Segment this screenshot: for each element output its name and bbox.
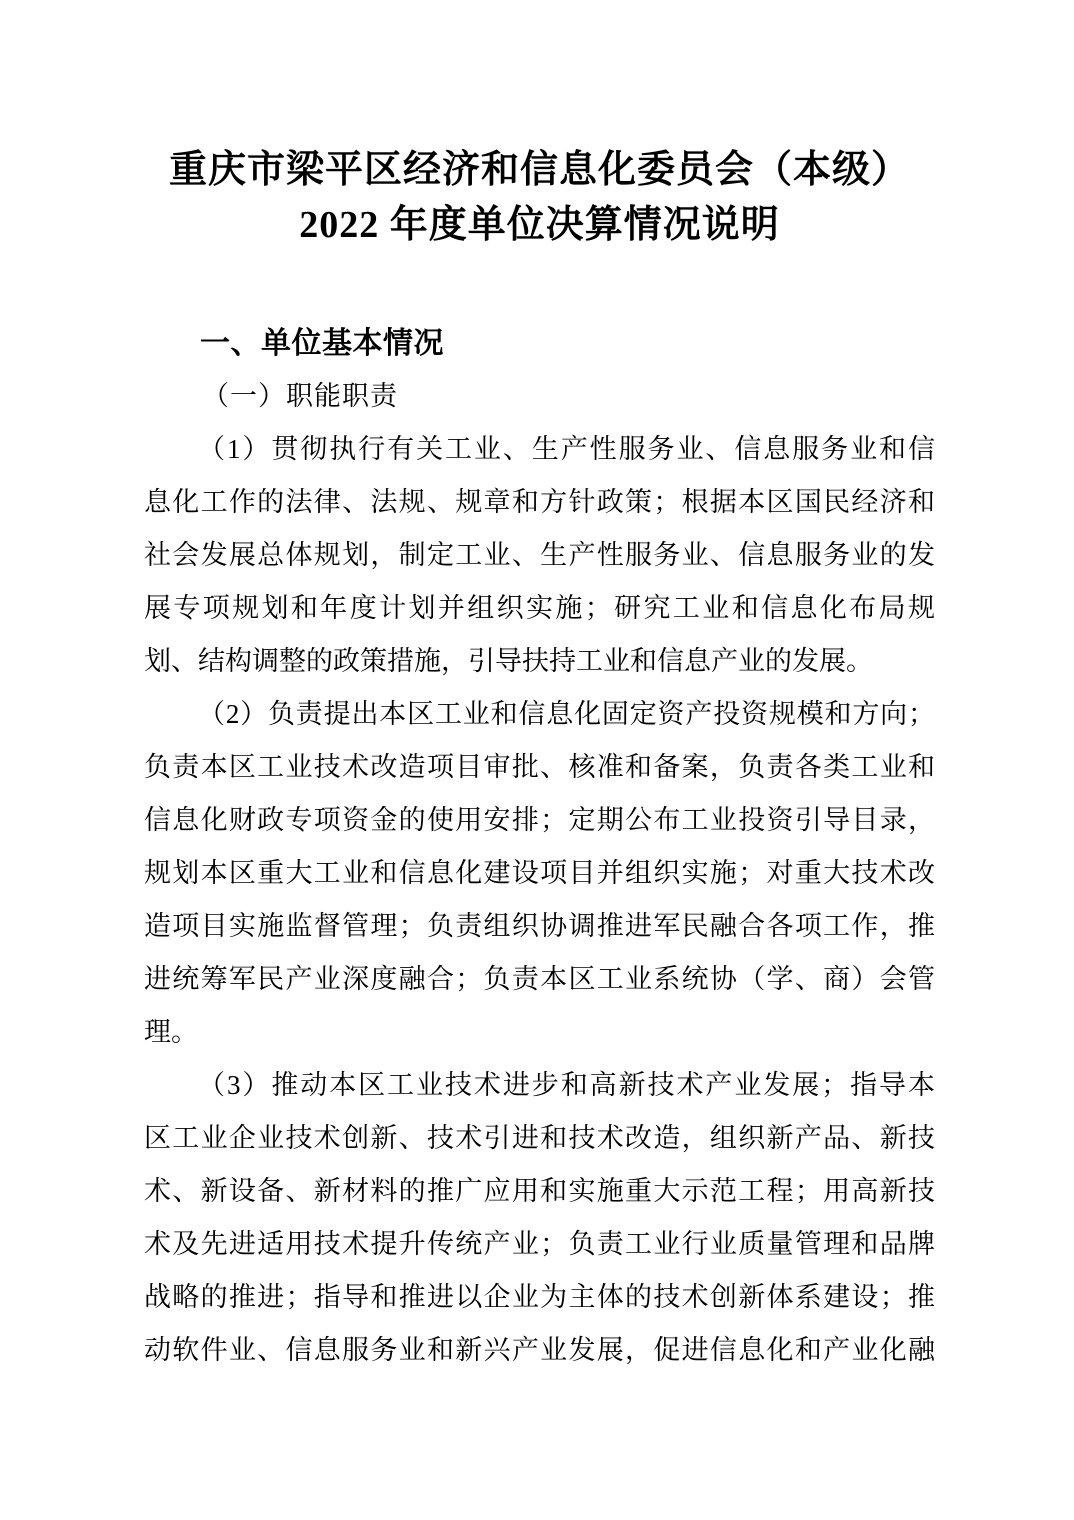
paragraphs-container [144, 423, 935, 1377]
paragraph-1-line-4: 展专项规划和年度计划并组织实施；研究工业和信息化布局规 [144, 593, 935, 623]
paragraph-3-line-4: 术及先进适用技术提升传统产业；负责工业行业质量管理和品牌 [144, 1229, 935, 1259]
paragraph-2-line-3: 信息化财政专项资金的使用安排；定期公布工业投资引导目录， [144, 805, 935, 835]
paragraph-1-line-2: 息化工作的法律、法规、规章和方针政策；根据本区国民经济和 [144, 487, 935, 517]
paragraph-3 [144, 1059, 935, 1377]
paragraph-1-line-1: （1）贯彻执行有关工业、生产性服务业、信息服务业和信 [198, 434, 935, 464]
sub-heading: （一）职能职责 [202, 381, 398, 411]
paragraph-2-line-7: 理。 [144, 1017, 198, 1047]
paragraph-1 [144, 423, 935, 688]
paragraph-3-line-1: （3）推动本区工业技术进步和高新技术产业发展；指导本 [198, 1070, 935, 1100]
paragraph-3-line-2: 区工业企业技术创新、技术引进和技术改造，组织新产品、新技 [144, 1123, 935, 1153]
paragraph-3-line-6: 动软件业、信息服务业和新兴产业发展，促进信息化和产业化融 [144, 1335, 935, 1365]
paragraph-1-line-3: 社会发展总体规划，制定工业、生产性服务业、信息服务业的发 [144, 540, 935, 570]
title-line-2: 2022 年度单位决算情况说明 [299, 204, 780, 246]
paragraph-2-line-4: 规划本区重大工业和信息化建设项目并组织实施；对重大技术改 [144, 858, 935, 888]
paragraph-1-line-5: 划、结构调整的政策措施，引导扶持工业和信息产业的发展。 [144, 646, 873, 676]
paragraph-3-line-5: 战略的推进；指导和推进以企业为主体的技术创新体系建设；推 [144, 1282, 935, 1312]
paragraph-2-line-5: 造项目实施监督管理；负责组织协调推进军民融合各项工作，推 [144, 911, 935, 941]
document-title [144, 143, 935, 253]
paragraph-2 [144, 688, 935, 1059]
paragraph-3-line-3: 术、新设备、新材料的推广应用和实施重大示范工程；用高新技 [144, 1176, 935, 1206]
paragraph-2-line-6: 进统筹军民产业深度融合；负责本区工业系统协（学、商）会管 [144, 964, 935, 994]
paragraph-2-line-1: （2）负责提出本区工业和信息化固定资产投资规模和方向； [198, 699, 935, 729]
document-content [144, 0, 935, 1377]
paragraph-2-line-2: 负责本区工业技术改造项目审批、核准和备案，负责各类工业和 [144, 752, 935, 782]
title-line-1: 重庆市梁平区经济和信息化委员会（本级） [168, 149, 910, 191]
section-heading: 一、单位基本情况 [200, 327, 444, 360]
